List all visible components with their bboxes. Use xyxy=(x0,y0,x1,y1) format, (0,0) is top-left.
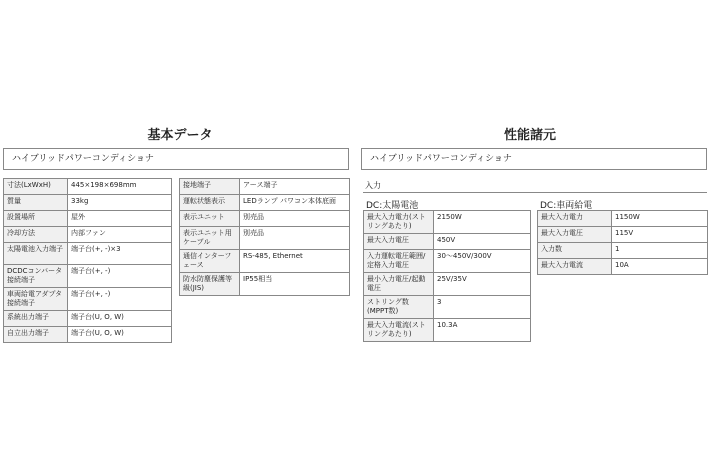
spec-row xyxy=(4,265,172,288)
spec-row xyxy=(180,211,350,227)
spec-key: 最大入力電流 xyxy=(538,259,612,275)
spec-row xyxy=(364,250,531,273)
spec-row xyxy=(180,195,350,211)
spec-row xyxy=(180,179,350,195)
spec-row xyxy=(4,327,172,343)
basic-data-title: 基本データ xyxy=(147,128,213,143)
spec-value: 25V/35V xyxy=(434,273,531,296)
vehicle-spec-table xyxy=(537,210,708,275)
performance-title: 性能諸元 xyxy=(503,128,556,143)
spec-value: 3 xyxy=(434,296,531,319)
spec-row xyxy=(4,243,172,265)
spec-value: 1 xyxy=(612,243,708,259)
spec-key: ストリング数(MPPT数) xyxy=(364,296,434,319)
spec-value: 別売品 xyxy=(240,227,350,250)
spec-value: 別売品 xyxy=(240,211,350,227)
spec-row xyxy=(364,296,531,319)
spec-row xyxy=(4,179,172,195)
spec-key: 最小入力電圧/起動電圧 xyxy=(364,273,434,296)
spec-row xyxy=(4,227,172,243)
spec-key: 自立出力端子 xyxy=(4,327,68,343)
spec-key: 入力運転電圧範囲/定格入力電圧 xyxy=(364,250,434,273)
spec-key: 最大入力電力(ストリングあたり) xyxy=(364,211,434,234)
basic-spec-table-b xyxy=(179,178,350,296)
spec-value: 屋外 xyxy=(68,211,172,227)
spec-key: 入力数 xyxy=(538,243,612,259)
spec-value: 2150W xyxy=(434,211,531,234)
spec-row xyxy=(538,227,708,243)
solar-spec-table xyxy=(363,210,531,342)
spec-value: 端子台(U, O, W) xyxy=(68,311,172,327)
spec-row xyxy=(538,259,708,275)
input-section-label: 入力 xyxy=(365,181,381,190)
spec-key: 表示ユニット用ケーブル xyxy=(180,227,240,250)
spec-key: 接地端子 xyxy=(180,179,240,195)
spec-value: LEDランプ パワコン本体底面 xyxy=(240,195,350,211)
spec-key: 車両給電アダプタ接続端子 xyxy=(4,288,68,311)
spec-value: 445×198×698mm xyxy=(68,179,172,195)
spec-row xyxy=(4,211,172,227)
spec-row xyxy=(180,250,350,273)
input-section-rule xyxy=(363,192,707,193)
spec-row xyxy=(180,227,350,250)
spec-row xyxy=(4,288,172,311)
right-product-bar: ハイブリッドパワーコンディショナ xyxy=(361,148,707,170)
spec-row xyxy=(364,273,531,296)
spec-key: 防水防塵保護等級(JIS) xyxy=(180,273,240,296)
spec-key: 最大入力電流(ストリングあたり) xyxy=(364,319,434,342)
spec-value: 10A xyxy=(612,259,708,275)
spec-row xyxy=(364,319,531,342)
spec-value: 450V xyxy=(434,234,531,250)
spec-value: 端子台(+, -)×3 xyxy=(68,243,172,265)
spec-value: 10.3A xyxy=(434,319,531,342)
spec-key: DCDCコンバータ接続端子 xyxy=(4,265,68,288)
spec-value: RS-485, Ethernet xyxy=(240,250,350,273)
spec-row xyxy=(180,273,350,296)
spec-key: 太陽電池入力端子 xyxy=(4,243,68,265)
spec-row xyxy=(538,243,708,259)
spec-key: 系統出力端子 xyxy=(4,311,68,327)
vehicle-title: DC:車両給電 xyxy=(540,201,593,211)
solar-title: DC:太陽電池 xyxy=(366,201,419,211)
spec-key: 表示ユニット xyxy=(180,211,240,227)
spec-value: 30～450V/300V xyxy=(434,250,531,273)
spec-key: 運転状態表示 xyxy=(180,195,240,211)
spec-value: 端子台(U, O, W) xyxy=(68,327,172,343)
spec-value: 33kg xyxy=(68,195,172,211)
spec-key: 質量 xyxy=(4,195,68,211)
spec-key: 通信インターフェース xyxy=(180,250,240,273)
spec-row xyxy=(538,211,708,227)
spec-value: IP55相当 xyxy=(240,273,350,296)
left-product-bar: ハイブリッドパワーコンディショナ xyxy=(3,148,349,170)
spec-row xyxy=(4,311,172,327)
spec-value: 1150W xyxy=(612,211,708,227)
spec-key: 最大入力電圧 xyxy=(538,227,612,243)
spec-key: 冷却方法 xyxy=(4,227,68,243)
spec-row xyxy=(364,211,531,234)
spec-value: 端子台(+, -) xyxy=(68,265,172,288)
spec-value: アース端子 xyxy=(240,179,350,195)
spec-key: 寸法(LxWxH) xyxy=(4,179,68,195)
spec-key: 最大入力電力 xyxy=(538,211,612,227)
spec-row xyxy=(4,195,172,211)
spec-row xyxy=(364,234,531,250)
spec-value: 端子台(+, -) xyxy=(68,288,172,311)
spec-key: 最大入力電圧 xyxy=(364,234,434,250)
basic-spec-table-a xyxy=(3,178,172,343)
spec-key: 設置場所 xyxy=(4,211,68,227)
spec-value: 115V xyxy=(612,227,708,243)
spec-value: 内部ファン xyxy=(68,227,172,243)
